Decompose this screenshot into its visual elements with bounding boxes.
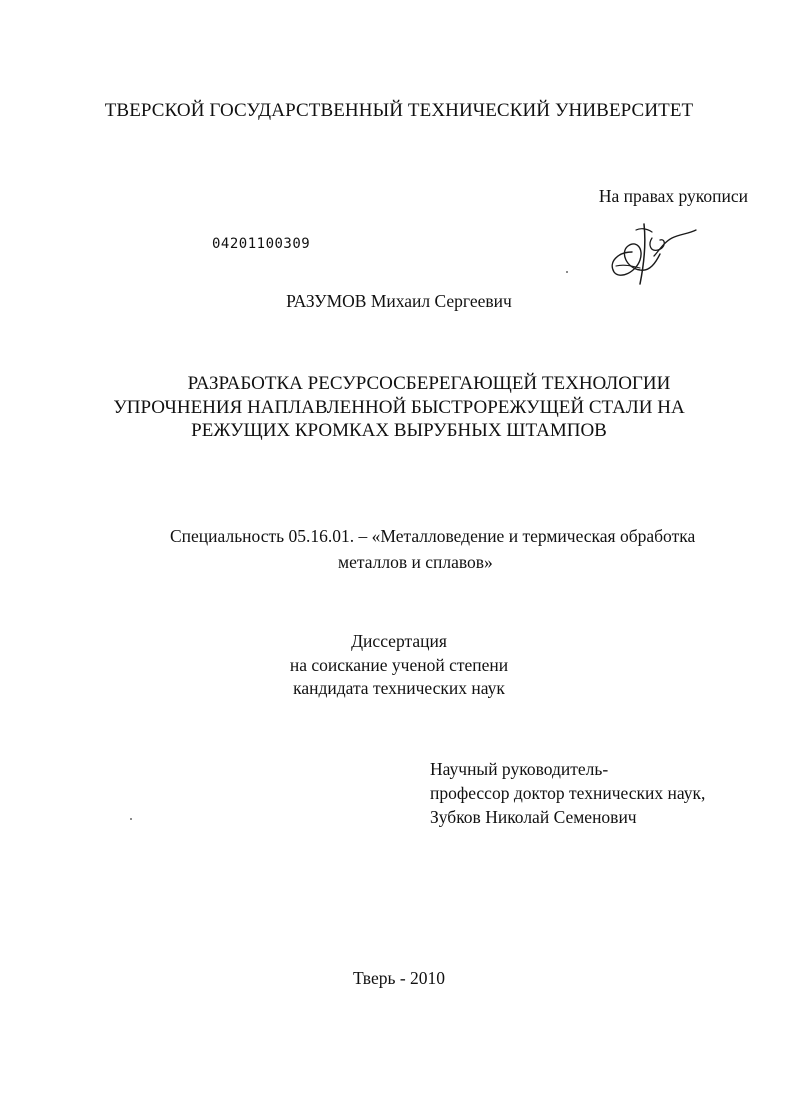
specialty-line: Специальность 05.16.01. – «Металловедение и термическая обработка	[170, 526, 696, 546]
manuscript-rights-note: На правах рукописи	[598, 186, 748, 206]
degree-line: кандидата технических наук	[293, 678, 505, 698]
degree-line: на соискание ученой степени	[289, 654, 509, 675]
scientific-advisor	[430, 757, 705, 829]
title-line: УПРОЧНЕНИЯ НАПЛАВЛЕННОЙ БЫСТРОРЕЖУЩЕЙ СТАЛИ НА	[113, 396, 685, 418]
city-year: Тверь - 2010	[352, 968, 446, 988]
handwritten-signature	[600, 212, 710, 292]
specialty	[170, 523, 695, 575]
dissertation-title	[0, 372, 798, 443]
university-name: ТВЕРСКОЙ ГОСУДАРСТВЕННЫЙ ТЕХНИЧЕСКИЙ УНИВЕРСИТЕТ	[104, 100, 694, 121]
author-name: РАЗУМОВ Михаил Сергеевич	[286, 291, 512, 311]
title-line: РАЗРАБОТКА РЕСУРСОСБЕРЕГАЮЩЕЙ ТЕХНОЛОГИИ	[187, 373, 671, 394]
degree-line: Диссертация	[351, 631, 447, 651]
advisor-line: Зубков Николай Семенович	[430, 807, 637, 827]
degree-statement	[0, 630, 798, 701]
scan-speck	[130, 818, 132, 820]
specialty-line: металлов и сплавов»	[338, 552, 493, 572]
title-line: РЕЖУЩИХ КРОМКАХ ВЫРУБНЫХ ШТАМПОВ	[191, 420, 607, 441]
scan-speck	[566, 271, 568, 273]
advisor-line: Научный руководитель-	[430, 759, 609, 779]
inventory-number: 04201100309	[212, 236, 311, 252]
advisor-line: профессор доктор технических наук,	[430, 783, 706, 803]
